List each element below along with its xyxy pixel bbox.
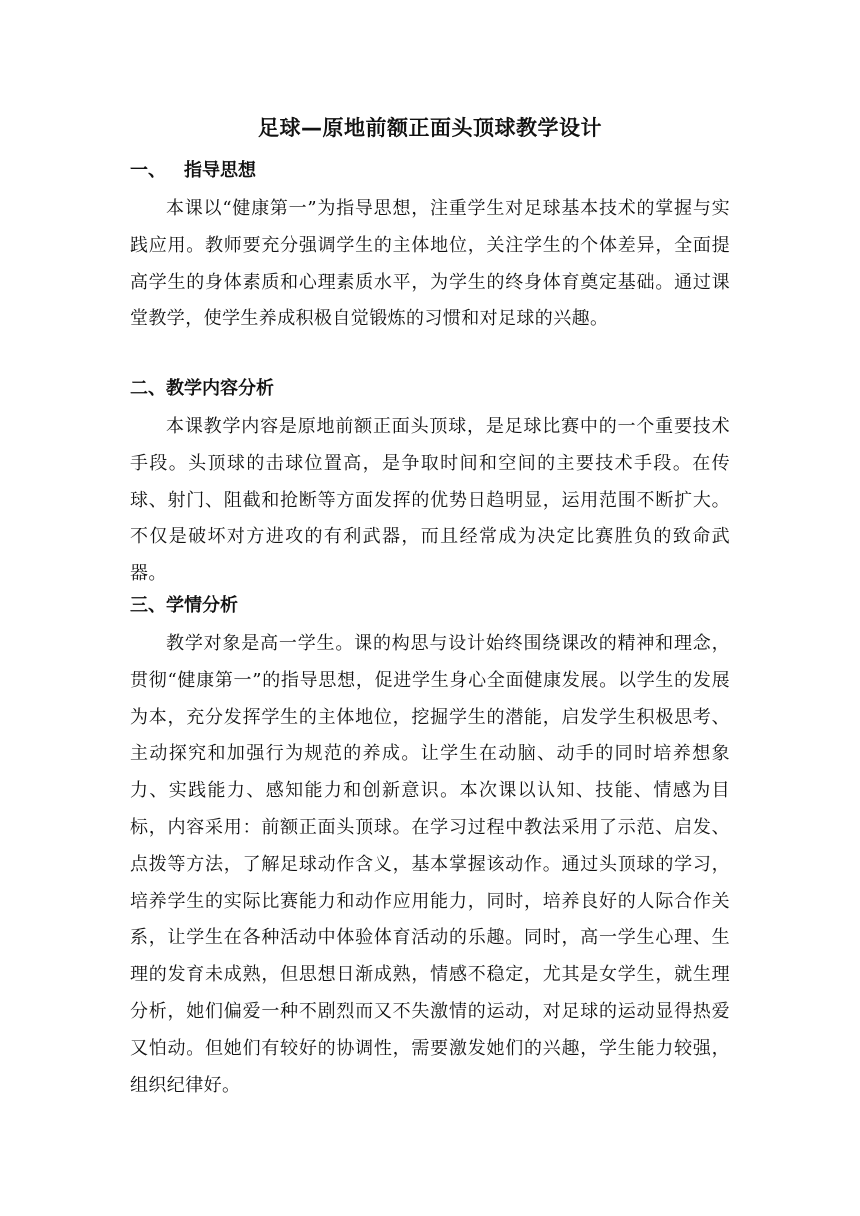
section-title: 学情分析 xyxy=(166,595,238,616)
section-heading-learner-analysis xyxy=(130,591,238,621)
section-body-guiding-ideology: 本课以“健康第一”为指导思想，注重学生对足球基本技术的掌握与实践应用。教师要充分强调学生的主体地位，关注学生的个体差异，全面提高学生的身体素质和心理素质水平，为学生的终身体育奠定基础。通过课堂教学，使学生养成积极自觉锻炼的习惯和对足球的兴趣。 xyxy=(130,198,730,330)
section-number: 二、 xyxy=(130,378,166,399)
section-body-content-analysis: 本课教学内容是原地前额正面头顶球，是足球比赛中的一个重要技术手段。头顶球的击球位置高，是争取时间和空间的主要技术手段。在传球、射门、阻截和抢断等方面发挥的优势日趋明显，运用范围不断扩大。不仅是破坏对方进攻的有利武器，而且经常成为决定比赛胜负的致命武器。 xyxy=(130,416,730,585)
section-title: 指导思想 xyxy=(184,160,256,181)
section-body-learner-analysis: 教学对象是高一学生。课的构思与设计始终围绕课改的精神和理念，贯彻“健康第一”的指导思想，促进学生身心全面健康发展。以学生的发展为本，充分发挥学生的主体地位，挖掘学生的潜能，启发学生积极思考、主动探究和加强行为规范的养成。让学生在动脑、动手的同时培养想象力、实践能力、感知能力和创新意识。本次课以认知、技能、情感为目标，内容采用：前额正面头顶球。在学习过程中教法采用了示范、启发、点拨等方法，了解足球动作含义，基本掌握该动作。通过头顶球的学习，培养学生的实际比赛能力和动作应用能力，同时，培养良好的人际合作关系，让学生在各种活动中体验体育活动的乐趣。同时，高一学生心理、生理的发育未成熟，但思想日渐成熟，情感不稳定，尤其是女学生，就生理分析，她们偏爱一种不剧烈而又不失激情的运动，对足球的运动显得热爱又怕动。但她们有较好的协调性，需要激发她们的兴趣，学生能力较强，组织纪律好。 xyxy=(130,633,730,1096)
section-number: 三、 xyxy=(130,595,166,616)
section-heading-guiding-ideology xyxy=(130,156,256,186)
section-title: 教学内容分析 xyxy=(166,378,274,399)
section-heading-content-analysis xyxy=(130,374,274,404)
document-title: 足球—原地前额正面头顶球教学设计 xyxy=(258,116,602,140)
section-number: 一、 xyxy=(130,160,166,181)
